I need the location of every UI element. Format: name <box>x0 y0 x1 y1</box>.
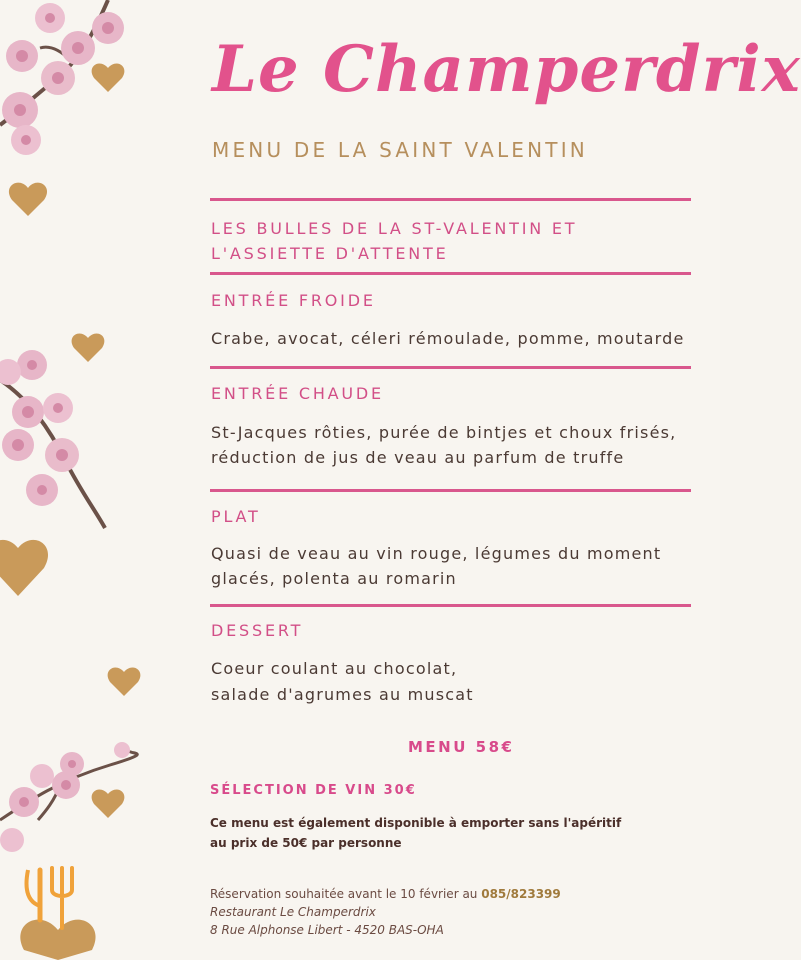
section-body-plat-line1: Quasi de veau au vin rouge, légumes du moment <box>211 544 662 563</box>
takeaway-note <box>210 813 621 853</box>
divider <box>210 366 691 369</box>
divider <box>210 272 691 275</box>
section-body-entree-chaude-line2: réduction de jus de veau au parfum de truffe <box>211 448 625 467</box>
section-body-dessert-line1: Coeur coulant au chocolat, <box>211 659 458 678</box>
fork-knife-heart-logo <box>20 868 95 960</box>
divider <box>210 198 691 201</box>
heart-icon <box>0 540 48 596</box>
menu-title: MENU DE LA SAINT VALENTIN <box>212 138 588 162</box>
section-heading-entree-froide: ENTRÉE FROIDE <box>211 291 376 310</box>
reservation-phone[interactable]: 085/823399 <box>481 887 561 901</box>
blossom-decoration <box>0 0 200 960</box>
section-heading-dessert: DESSERT <box>211 621 304 640</box>
section-heading-entree-chaude: ENTRÉE CHAUDE <box>211 384 384 403</box>
restaurant-address-name: Restaurant Le Champerdrix <box>210 905 376 919</box>
heart-icon <box>9 183 47 216</box>
reservation-text: Réservation souhaitée avant le 10 février au <box>210 887 482 901</box>
heart-icon <box>108 667 141 696</box>
section-body-entree-froide: Crabe, avocat, céleri rémoulade, pomme, moutarde <box>211 329 685 348</box>
wine-selection: SÉLECTION DE VIN 30€ <box>210 783 417 798</box>
restaurant-address: 8 Rue Alphonse Libert - 4520 BAS-OHA <box>210 923 444 937</box>
menu-price: MENU 58€ <box>408 738 515 756</box>
takeaway-line1: Ce menu est également disponible à emporter sans l'apéritif <box>210 816 622 830</box>
divider <box>210 604 691 607</box>
heart-icon <box>72 333 105 362</box>
restaurant-name: Le Champerdrix <box>212 32 801 107</box>
reservation-info <box>210 885 561 939</box>
cherry-blossom-branch-middle <box>0 350 105 528</box>
reservation-line <box>210 885 561 903</box>
section-body-entree-chaude-line1: St-Jacques rôties, purée de bintjes et choux frisés, <box>211 423 677 442</box>
takeaway-line2: au prix de 50€ par personne <box>210 836 402 850</box>
section-heading-bubbles-line2: L'ASSIETTE D'ATTENTE <box>211 244 449 263</box>
section-body-dessert-line2: salade d'agrumes au muscat <box>211 685 474 704</box>
heart-icon <box>92 789 125 818</box>
heart-icon <box>92 63 125 92</box>
section-heading-plat: PLAT <box>211 507 261 526</box>
divider <box>210 489 691 492</box>
section-body-plat-line2: glacés, polenta au romarin <box>211 569 457 588</box>
section-heading-bubbles: LES BULLES DE LA ST-VALENTIN ET <box>211 219 578 238</box>
